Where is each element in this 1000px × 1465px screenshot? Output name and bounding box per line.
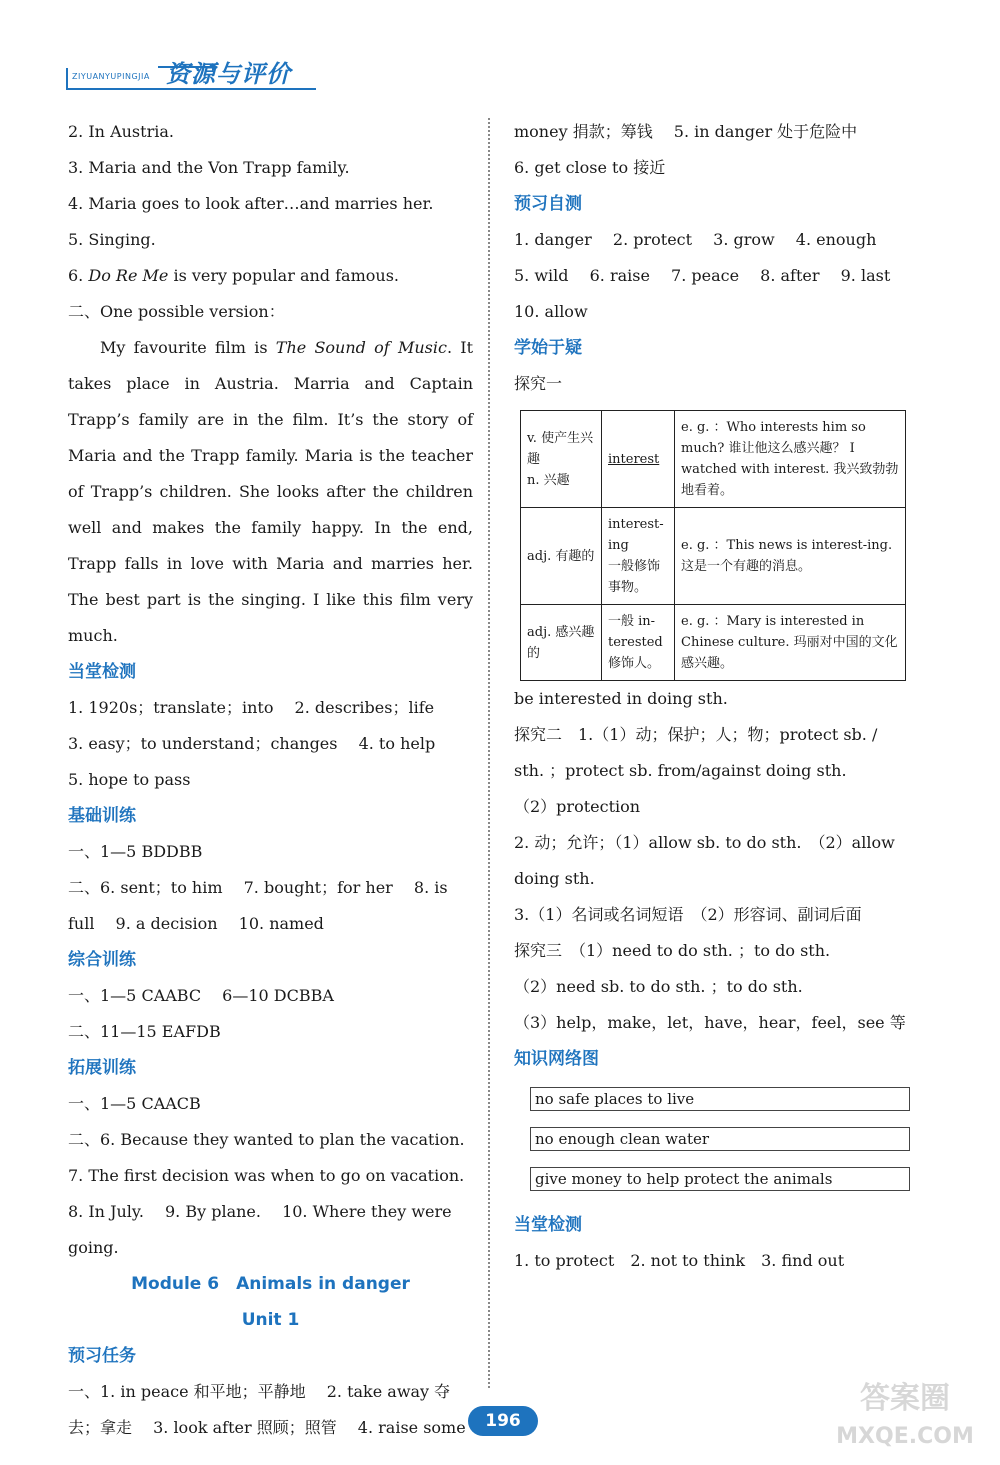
answer-line: （2）protection <box>514 797 641 816</box>
answer-line: 5. Singing. <box>68 230 156 249</box>
explore-label: 探究一 <box>514 374 563 393</box>
essay-start: My favourite film is <box>100 338 276 357</box>
answer-line: （3）help，make，let，have，hear，feel，see 等 <box>514 1013 906 1032</box>
answer-line: 5. hope to pass <box>68 770 191 789</box>
module-title: Module 6 Animals in danger <box>131 1274 410 1294</box>
table-cell-word: interest <box>602 411 675 508</box>
table-cell-pos: adj. 有趣的 <box>521 508 602 605</box>
header-title: 资源与评价 <box>166 60 291 88</box>
table-cell-pos: adj. 感兴趣的 <box>521 605 602 681</box>
sample-essay <box>68 330 473 654</box>
answer-line: money 捐款；筹钱 5. in danger 处于危险中 <box>514 122 858 141</box>
answer-line: 5. wild 6. raise 7. peace 8. after 9. last <box>514 266 891 285</box>
answer-line: 二、6. Because they wanted to plan the vacation. <box>68 1130 465 1149</box>
table-cell-pos: v. 使产生兴趣 n. 兴趣 <box>521 411 602 508</box>
page-number: 196 <box>468 1406 538 1436</box>
section-heading: 知识网络图 <box>514 1049 599 1069</box>
answer-suffix: is very popular and famous. <box>168 266 399 285</box>
table-row <box>521 508 906 605</box>
header-logo <box>66 52 336 98</box>
answer-line: 一、1—5 CAABC 6—10 DCBBA <box>68 986 334 1005</box>
section-heading: 学始于疑 <box>514 338 582 358</box>
table-cell-word: interest-ing 一般修饰事物。 <box>602 508 675 605</box>
answer-prefix: 6. <box>68 266 89 285</box>
essay-body: . It takes place in Austria. Marria and Captain Trapp’s family are in the film. It’s the story of Maria and the Trapp family. Maria is the teacher of Trapp’s children. She looks after the children well and makes the family happy. In the end, Trapp falls in love with Maria and marries her. The best part is the singing. I like this film very much. <box>68 338 474 645</box>
answer-line: 1. 1920s；translate；into 2. describes；life <box>68 698 435 717</box>
right-column <box>514 114 912 1279</box>
knowledge-box: give money to help protect the animals <box>530 1167 910 1191</box>
watermark-text: 答案圈 <box>860 1381 950 1416</box>
answer-line: 3. Maria and the Von Trapp family. <box>68 158 350 177</box>
watermark-url: MXQE.COM <box>836 1424 974 1449</box>
table-cell-example: e. g. ：Mary is interested in Chinese culture. 玛丽对中国的文化感兴趣。 <box>675 605 906 681</box>
table-cell-example: e. g. ：This news is interest-ing. 这是一个有趣的消息。 <box>675 508 906 605</box>
answer-line: 一、1. in peace 和平地；平静地 2. take away 夺 <box>68 1382 451 1401</box>
table-row <box>521 605 906 681</box>
answer-line: full 9. a decision 10. named <box>68 914 324 933</box>
table-cell-word: 一般 in-terested 修饰人。 <box>602 605 675 681</box>
section-heading: 当堂检测 <box>514 1215 582 1235</box>
answer-line: 去；拿走 3. look after 照顾；照管 4. raise some <box>68 1418 466 1437</box>
answer-line: 二、6. sent；to him 7. bought；for her 8. is <box>68 878 448 897</box>
table-row <box>521 411 906 508</box>
header-pinyin: ZIYUANYUPINGJIA <box>72 72 150 81</box>
section-heading: 预习任务 <box>68 1346 136 1366</box>
version-label: 二、One possible version： <box>68 302 285 321</box>
answer-line: 1. to protect 2. not to think 3. find out <box>514 1251 845 1270</box>
answer-line: 一、1—5 CAACB <box>68 1094 201 1113</box>
section-heading: 拓展训练 <box>68 1058 136 1078</box>
answer-line <box>68 258 473 294</box>
table-cell-example: e. g. ：Who interests him so much? 谁让他这么感兴趣？ I watched with interest. 我兴致勃勃地看着。 <box>675 411 906 508</box>
unit-title: Unit 1 <box>241 1310 300 1330</box>
interest-word-table <box>520 410 906 681</box>
answer-line: 4. Maria goes to look after…and marries her. <box>68 194 434 213</box>
answer-line: 一、1—5 BDDBB <box>68 842 203 861</box>
answer-line: 二、11—15 EAFDB <box>68 1022 221 1041</box>
answer-line: doing sth. <box>514 869 595 888</box>
section-heading: 当堂检测 <box>68 662 136 682</box>
section-heading: 综合训练 <box>68 950 136 970</box>
header-rule <box>66 88 316 90</box>
watermark-logo <box>820 1380 990 1460</box>
left-column <box>68 114 473 1446</box>
answer-line: 2. 动；允许；（1）allow sb. to do sth. （2）allow <box>514 833 895 852</box>
answer-line: sth. ；protect sb. from/against doing sth. <box>514 761 847 780</box>
answer-line: （2）need sb. to do sth. ；to do sth. <box>514 977 803 996</box>
answer-line: 6. get close to 接近 <box>514 158 666 177</box>
answer-line: 1. danger 2. protect 3. grow 4. enough <box>514 230 877 249</box>
section-heading: 基础训练 <box>68 806 136 826</box>
section-heading: 预习自测 <box>514 194 582 214</box>
column-divider <box>488 118 490 1388</box>
answer-line: 探究三 （1）need to do sth. ；to do sth. <box>514 941 831 960</box>
knowledge-box: no safe places to live <box>530 1087 910 1111</box>
answer-line: be interested in doing sth. <box>514 689 728 708</box>
song-title: Do Re Me <box>88 266 169 285</box>
answer-line: 2. In Austria. <box>68 122 174 141</box>
answer-line: 3.（1）名词或名词短语 （2）形容词、副词后面 <box>514 905 862 924</box>
answer-line: going. <box>68 1238 119 1257</box>
knowledge-box: no enough clean water <box>530 1127 910 1151</box>
film-title: The Sound of Music <box>275 338 447 357</box>
answer-line: 7. The first decision was when to go on vacation. <box>68 1166 465 1185</box>
answer-line: 探究二 1.（1）动；保护；人；物；protect sb. / <box>514 725 878 744</box>
answer-line: 10. allow <box>514 302 588 321</box>
answer-line: 8. In July. 9. By plane. 10. Where they were <box>68 1202 452 1221</box>
answer-line: 3. easy；to understand；changes 4. to help <box>68 734 436 753</box>
